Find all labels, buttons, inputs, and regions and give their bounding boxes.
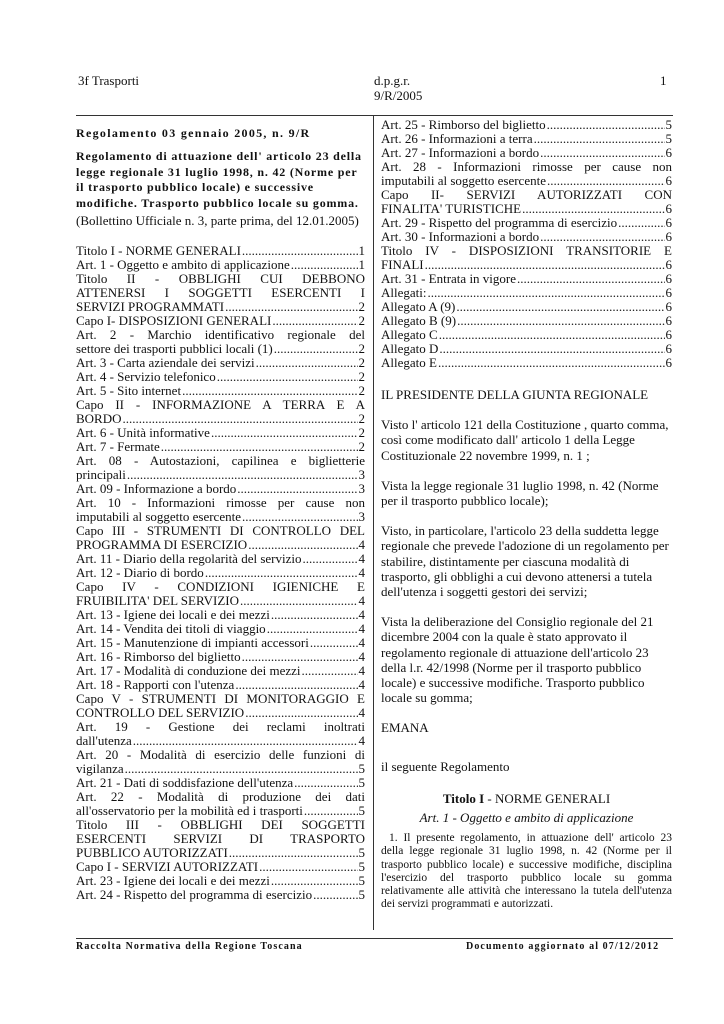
regulation-title: Regolamento 03 gennaio 2005, n. 9/R [76, 126, 311, 140]
toc-entry-line: Capo III - STRUMENTI DI CONTROLLO DEL [76, 523, 365, 538]
toc-entry-line: Art. 2 - Marchio identificativo regionale del [76, 327, 365, 342]
toc-leader-dots [267, 622, 358, 636]
toc-page-number: 5 [358, 859, 365, 874]
toc-page-number: 6 [665, 327, 672, 342]
toc-leader-dots [211, 426, 358, 440]
bulletin-reference: (Bollettino Ufficiale n. 3, parte prima, del 12.01.2005) [76, 213, 359, 228]
page-number: 1 [660, 73, 667, 88]
toc-entry-line: Art. 19 - Gestione dei reclami inoltrati [76, 719, 365, 734]
toc-entry[interactable] [381, 328, 672, 342]
toc-entry-label: Art. 1 - Oggetto e ambito di applicazione [76, 257, 290, 272]
toc-entry[interactable] [381, 314, 672, 328]
toc-entry[interactable] [76, 580, 365, 608]
toc-entry[interactable] [76, 874, 365, 888]
toc-entry-label: Art. 5 - Sito internet [76, 383, 182, 398]
toc-page-number: 4 [358, 537, 365, 552]
toc-leader-dots [271, 874, 358, 888]
toc-page-number: 5 [358, 761, 365, 776]
toc-page-number: 6 [665, 271, 672, 286]
toc-entry-label: Art. 13 - Igiene dei locali e dei mezzi [76, 607, 270, 622]
toc-entry-label: PUBBLICO AUTORIZZATI [76, 845, 228, 860]
toc-entry[interactable] [76, 524, 365, 552]
toc-leader-dots [217, 370, 358, 384]
header-doc-number: 9/R/2005 [374, 88, 423, 103]
toc-entry-label: Art. 24 - Rispetto del programma di esercizio [76, 887, 313, 902]
regulation-body [381, 387, 672, 911]
toc-entry[interactable] [381, 300, 672, 314]
toc-entry-line: Titolo IV - DISPOSIZIONI TRANSITORIE E [381, 243, 672, 258]
toc-leader-dots [182, 384, 357, 398]
toc-page-number: 1 [358, 257, 365, 272]
recital-article-23: Visto, in particolare, l'articolo 23 della suddetta legge regionale che prevede l'adozione di un regolamento per stabilire, distintamente per ciascuna modalità di trasporto, gli obblighi a cui devono attenersi a tutela dell'utenza i soggetti gestori dei servizi; [381, 523, 669, 600]
toc-leader-dots [235, 678, 357, 692]
header-rule [76, 115, 673, 116]
toc-leader-dots [522, 202, 664, 216]
president-heading: IL PRESIDENTE DELLA GIUNTA REGIONALE [381, 387, 649, 402]
toc-entry-label: Art. 14 - Vendita dei titoli di viaggio [76, 621, 266, 636]
toc-entry-label: Art. 21 - Dati di soddisfazione dell'utenza [76, 775, 294, 790]
toc-leader-dots [123, 412, 358, 426]
toc-leader-dots [245, 706, 357, 720]
toc-page-number: 4 [358, 607, 365, 622]
toc-leader-dots [310, 636, 358, 650]
toc-leader-dots [133, 734, 358, 748]
toc-page-number: 4 [358, 565, 365, 580]
toc-entry-label: Art. 27 - Informazioni a bordo [381, 145, 540, 160]
toc-entry[interactable] [76, 776, 365, 790]
toc-page-number: 3 [358, 467, 365, 482]
header-document-id [374, 73, 422, 103]
toc-entry[interactable] [76, 328, 365, 356]
toc-entry[interactable] [76, 566, 365, 580]
toc-entry-line: Titolo II - OBBLIGHI CUI DEBBONO [76, 271, 365, 286]
toc-entry-line: Capo II - INFORMAZIONE A TERRA E A [76, 397, 365, 412]
toc-leader-dots [127, 468, 358, 482]
recital-constitution: Visto l' articolo 121 della Costituzione , quarto comma, così come modificato dall' articolo 1 della Legge Costituzionale 22 novembre 1999, n. 1 ; [381, 417, 669, 463]
toc-entry[interactable] [76, 244, 365, 258]
header-section: 3f Trasporti [78, 73, 140, 88]
toc-page-number: 5 [665, 117, 672, 132]
toc-leader-dots [540, 230, 664, 244]
toc-entry[interactable] [76, 384, 365, 398]
title-heading [381, 791, 672, 806]
toc-page-number: 2 [358, 299, 365, 314]
toc-entry[interactable] [76, 356, 365, 370]
toc-page-number: 5 [358, 887, 365, 902]
table-of-contents-right [381, 118, 672, 370]
toc-entry[interactable] [76, 888, 365, 902]
toc-entry-label: Art. 7 - Fermate [76, 439, 160, 454]
toc-entry-line: Art. 20 - Modalità di esercizio delle funzioni di [76, 747, 365, 762]
toc-entry-label: Art. 4 - Servizio telefonico [76, 369, 216, 384]
toc-leader-dots [618, 216, 664, 230]
toc-page-number: 5 [358, 845, 365, 860]
toc-entry[interactable] [76, 496, 365, 524]
toc-entry[interactable] [76, 398, 365, 426]
toc-leader-dots [547, 174, 665, 188]
toc-page-number: 4 [358, 705, 365, 720]
recital-regional-law: Vista la legge regionale 31 luglio 1998, n. 42 (Norme per il trasporto pubblico locale); [381, 477, 659, 509]
toc-entry[interactable] [76, 650, 365, 664]
toc-leader-dots [161, 440, 358, 454]
toc-entry-line: Art. 22 - Modalità di produzione dei dati [76, 789, 365, 804]
toc-entry-line: ESERCENTI SERVIZI DI TRASPORTO [76, 831, 365, 846]
toc-leader-dots [248, 538, 357, 552]
toc-leader-dots [274, 342, 358, 356]
toc-page-number: 4 [358, 649, 365, 664]
toc-page-number: 6 [665, 215, 672, 230]
toc-leader-dots [439, 328, 665, 342]
toc-entry-label: FINALI [381, 257, 424, 272]
toc-entry[interactable] [76, 482, 365, 496]
toc-leader-dots [457, 314, 664, 328]
toc-entry-label: Art. 16 - Rimborso del biglietto [76, 649, 241, 664]
toc-page-number: 5 [358, 775, 365, 790]
article-1-text: 1. Il presente regolamento, in attuazione dell' articolo 23 della legge regionale 31 luglio 1998, n. 42 (Norme per il trasporto pubblico locale) e successive modifiche, disciplina l'esercizio del trasporto pubblico locale su gomma relativamente alle attività che interessano la tutela dell'utenza dei servizi programmati e autorizzati. [381, 832, 672, 911]
title-number: Titolo I [442, 790, 485, 806]
toc-page-number: 4 [358, 593, 365, 608]
toc-entry[interactable] [76, 608, 365, 622]
toc-page-number: 5 [665, 131, 672, 146]
table-of-contents-left [76, 244, 365, 902]
toc-entry[interactable] [381, 188, 672, 216]
toc-entry[interactable] [381, 216, 672, 230]
toc-leader-dots [240, 594, 358, 608]
enactment-heading: EMANA [381, 720, 429, 736]
toc-entry-label: BORDO [76, 411, 122, 426]
toc-entry[interactable] [76, 552, 365, 566]
toc-leader-dots [125, 762, 358, 776]
toc-entry[interactable] [381, 146, 672, 160]
toc-leader-dots [304, 804, 358, 818]
toc-page-number: 4 [358, 621, 365, 636]
toc-leader-dots [294, 776, 357, 790]
toc-entry-label: Art. 23 - Igiene dei locali e dei mezzi [76, 873, 270, 888]
toc-page-number: 4 [358, 663, 365, 678]
toc-leader-dots [237, 482, 357, 496]
toc-entry-line: Titolo III - OBBLIGHI DEI SOGGETTI [76, 817, 365, 832]
toc-page-number: 2 [358, 383, 365, 398]
toc-page-number: 2 [358, 369, 365, 384]
toc-leader-dots [303, 552, 358, 566]
toc-leader-dots [242, 510, 358, 524]
toc-entry[interactable] [381, 118, 672, 132]
toc-entry-label: SERVIZI PROGRAMMATI [76, 299, 225, 314]
regulation-subtitle: Regolamento di attuazione dell' articolo 23 della legge regionale 31 luglio 1998, n. 42 (Norme per il trasporto pubblico locale) e successive modifiche. Trasporto pubblico locale su gomma. [76, 149, 362, 210]
toc-entry[interactable] [76, 748, 365, 776]
toc-entry[interactable] [381, 286, 672, 300]
toc-entry-label: Allegati: [381, 285, 427, 300]
toc-entry[interactable] [76, 664, 365, 678]
toc-entry-label: Capo I - SERVIZI AUTORIZZATI [76, 859, 259, 874]
toc-entry[interactable] [76, 636, 365, 650]
toc-page-number: 2 [358, 425, 365, 440]
toc-page-number: 6 [665, 257, 672, 272]
toc-entry-line: ATTENERSI I SOGGETTI ESERCENTI I [76, 285, 365, 300]
toc-entry[interactable] [381, 230, 672, 244]
toc-leader-dots [242, 244, 358, 258]
toc-page-number: 2 [358, 313, 365, 328]
toc-leader-dots [439, 342, 664, 356]
toc-entry-line: Art. 28 - Informazioni rimosse per cause non [381, 159, 672, 174]
toc-entry-label: Allegato C [381, 327, 438, 342]
toc-page-number: 4 [358, 733, 365, 748]
article-1-heading: Art. 1 - Oggetto e ambito di applicazione [419, 810, 634, 826]
toc-page-number: 6 [665, 313, 672, 328]
toc-page-number: 5 [358, 803, 365, 818]
toc-entry-label: settore dei trasporti pubblici locali (1) [76, 341, 273, 356]
toc-page-number: 6 [665, 145, 672, 160]
toc-entry[interactable] [381, 244, 672, 272]
toc-page-number: 6 [665, 229, 672, 244]
toc-page-number: 6 [665, 201, 672, 216]
toc-leader-dots [225, 300, 357, 314]
toc-leader-dots [517, 272, 664, 286]
toc-leader-dots [540, 146, 664, 160]
toc-entry-label: dall'utenza [76, 733, 132, 748]
toc-entry-label: Allegato A (9) [381, 299, 456, 314]
toc-entry-label: Art. 31 - Entrata in vigore [381, 271, 517, 286]
toc-entry-label: FINALITA' TURISTICHE [381, 201, 522, 216]
toc-entry[interactable] [76, 440, 365, 454]
toc-entry[interactable] [76, 454, 365, 482]
toc-entry-line: Art. 10 - Informazioni rimosse per cause non [76, 495, 365, 510]
toc-entry-label: vigilanza [76, 761, 124, 776]
toc-entry-label: Art. 30 - Informazioni a bordo [381, 229, 540, 244]
toc-page-number: 4 [358, 677, 365, 692]
toc-entry[interactable] [76, 860, 365, 874]
toc-entry-label: Art. 09 - Informazione a bordo [76, 481, 237, 496]
toc-leader-dots [547, 118, 665, 132]
toc-entry[interactable] [76, 272, 365, 314]
recital-deliberation: Vista la deliberazione del Consiglio regionale del 21 dicembre 2004 con la quale è stato approvato il regolamento regionale di attuazione dell'articolo 23 della l.r. 42/1998 (Norme per il trasporto pubblico locale) e successive modifiche. Trasporto pubblico locale su gomma; [381, 614, 654, 706]
toc-entry-label: Allegato E [381, 355, 437, 370]
toc-entry-label: CONTROLLO DEL SERVIZIO [76, 705, 245, 720]
toc-entry[interactable] [76, 258, 365, 272]
toc-page-number: 5 [358, 873, 365, 888]
toc-page-number: 6 [665, 173, 672, 188]
right-column [381, 118, 672, 911]
toc-entry-label: all'osservatorio per la mobilità ed i trasporti [76, 803, 303, 818]
toc-entry[interactable] [76, 370, 365, 384]
header-doc-type: d.p.g.r. [374, 73, 411, 88]
toc-page-number: 6 [665, 341, 672, 356]
toc-entry-label: Art. 12 - Diario di bordo [76, 565, 204, 580]
toc-entry[interactable] [381, 160, 672, 188]
toc-entry-label: imputabili al soggetto esercente [76, 509, 241, 524]
toc-entry[interactable] [76, 678, 365, 692]
toc-entry-label: Art. 29 - Rispetto del programma di esercizio [381, 215, 618, 230]
toc-entry-label: Art. 6 - Unità informative [76, 425, 210, 440]
toc-leader-dots [256, 356, 358, 370]
toc-entry-label: Titolo I - NORME GENERALI [76, 243, 241, 258]
toc-page-number: 4 [358, 551, 365, 566]
toc-entry-label: Allegato B (9) [381, 313, 457, 328]
toc-page-number: 3 [358, 509, 365, 524]
toc-page-number: 6 [665, 285, 672, 300]
toc-page-number: 2 [358, 355, 365, 370]
toc-leader-dots [242, 650, 358, 664]
toc-entry-line: Capo IV - CONDIZIONI IGIENICHE E [76, 579, 365, 594]
toc-entry-label: Art. 3 - Carta aziendale dei servizi [76, 355, 255, 370]
toc-leader-dots [259, 860, 357, 874]
toc-entry[interactable] [381, 272, 672, 286]
toc-entry-label: Art. 11 - Diario della regolarità del servizio [76, 551, 302, 566]
footer-update-date: Documento aggiornato al 07/12/2012 [466, 941, 660, 952]
enactment-phrase: il seguente Regolamento [381, 758, 510, 774]
toc-leader-dots [272, 314, 357, 328]
toc-entry-label: Art. 26 - Informazioni a terra [381, 131, 533, 146]
footer-source: Raccolta Normativa della Regione Toscana [76, 941, 303, 952]
toc-leader-dots [302, 664, 358, 678]
toc-leader-dots [229, 846, 358, 860]
toc-page-number: 3 [358, 481, 365, 496]
title-name: - NORME GENERALI [484, 790, 611, 806]
column-divider [373, 115, 374, 930]
toc-entry[interactable] [381, 342, 672, 356]
toc-leader-dots [456, 300, 664, 314]
toc-entry[interactable] [381, 356, 672, 370]
toc-leader-dots [205, 566, 358, 580]
toc-entry-label: FRUIBILITA' DEL SERVIZIO [76, 593, 239, 608]
toc-entry-label: Allegato D [381, 341, 439, 356]
toc-leader-dots [291, 258, 358, 272]
toc-entry[interactable] [76, 692, 365, 720]
toc-page-number: 4 [358, 635, 365, 650]
toc-page-number: 2 [358, 411, 365, 426]
left-column [76, 126, 365, 902]
toc-entry-label: PROGRAMMA DI ESERCIZIO [76, 537, 248, 552]
toc-entry-label: Capo I- DISPOSIZIONI GENERALI [76, 313, 272, 328]
toc-page-number: 1 [358, 243, 365, 258]
toc-page-number: 2 [358, 439, 365, 454]
toc-entry-label: Art. 25 - Rimborso del biglietto [381, 117, 546, 132]
toc-entry-label: principali [76, 467, 126, 482]
toc-entry[interactable] [76, 426, 365, 440]
toc-leader-dots [534, 132, 665, 146]
toc-leader-dots [425, 258, 665, 272]
toc-entry-label: imputabili al soggetto esercente [381, 173, 546, 188]
toc-entry[interactable] [76, 314, 365, 328]
toc-leader-dots [428, 286, 665, 300]
toc-leader-dots [313, 888, 357, 902]
toc-entry[interactable] [76, 818, 365, 860]
toc-page-number: 6 [665, 355, 672, 370]
toc-page-number: 2 [358, 341, 365, 356]
toc-page-number: 6 [665, 299, 672, 314]
footer-rule [76, 938, 673, 939]
toc-entry-line: Capo II- SERVIZI AUTORIZZATI CON [381, 187, 672, 202]
toc-entry-label: Art. 15 - Manutenzione di impianti accessori [76, 635, 309, 650]
toc-entry[interactable] [76, 622, 365, 636]
toc-entry-line: Art. 08 - Autostazioni, capilinea e biglietterie [76, 453, 365, 468]
toc-entry-line: Capo V - STRUMENTI DI MONITORAGGIO E [76, 691, 365, 706]
toc-entry-label: Art. 17 - Modalità di conduzione dei mezzi [76, 663, 301, 678]
toc-entry[interactable] [76, 790, 365, 818]
toc-leader-dots [271, 608, 358, 622]
toc-leader-dots [438, 356, 665, 370]
toc-entry-label: Art. 18 - Rapporti con l'utenza [76, 677, 235, 692]
toc-entry[interactable] [76, 720, 365, 748]
toc-entry[interactable] [381, 132, 672, 146]
